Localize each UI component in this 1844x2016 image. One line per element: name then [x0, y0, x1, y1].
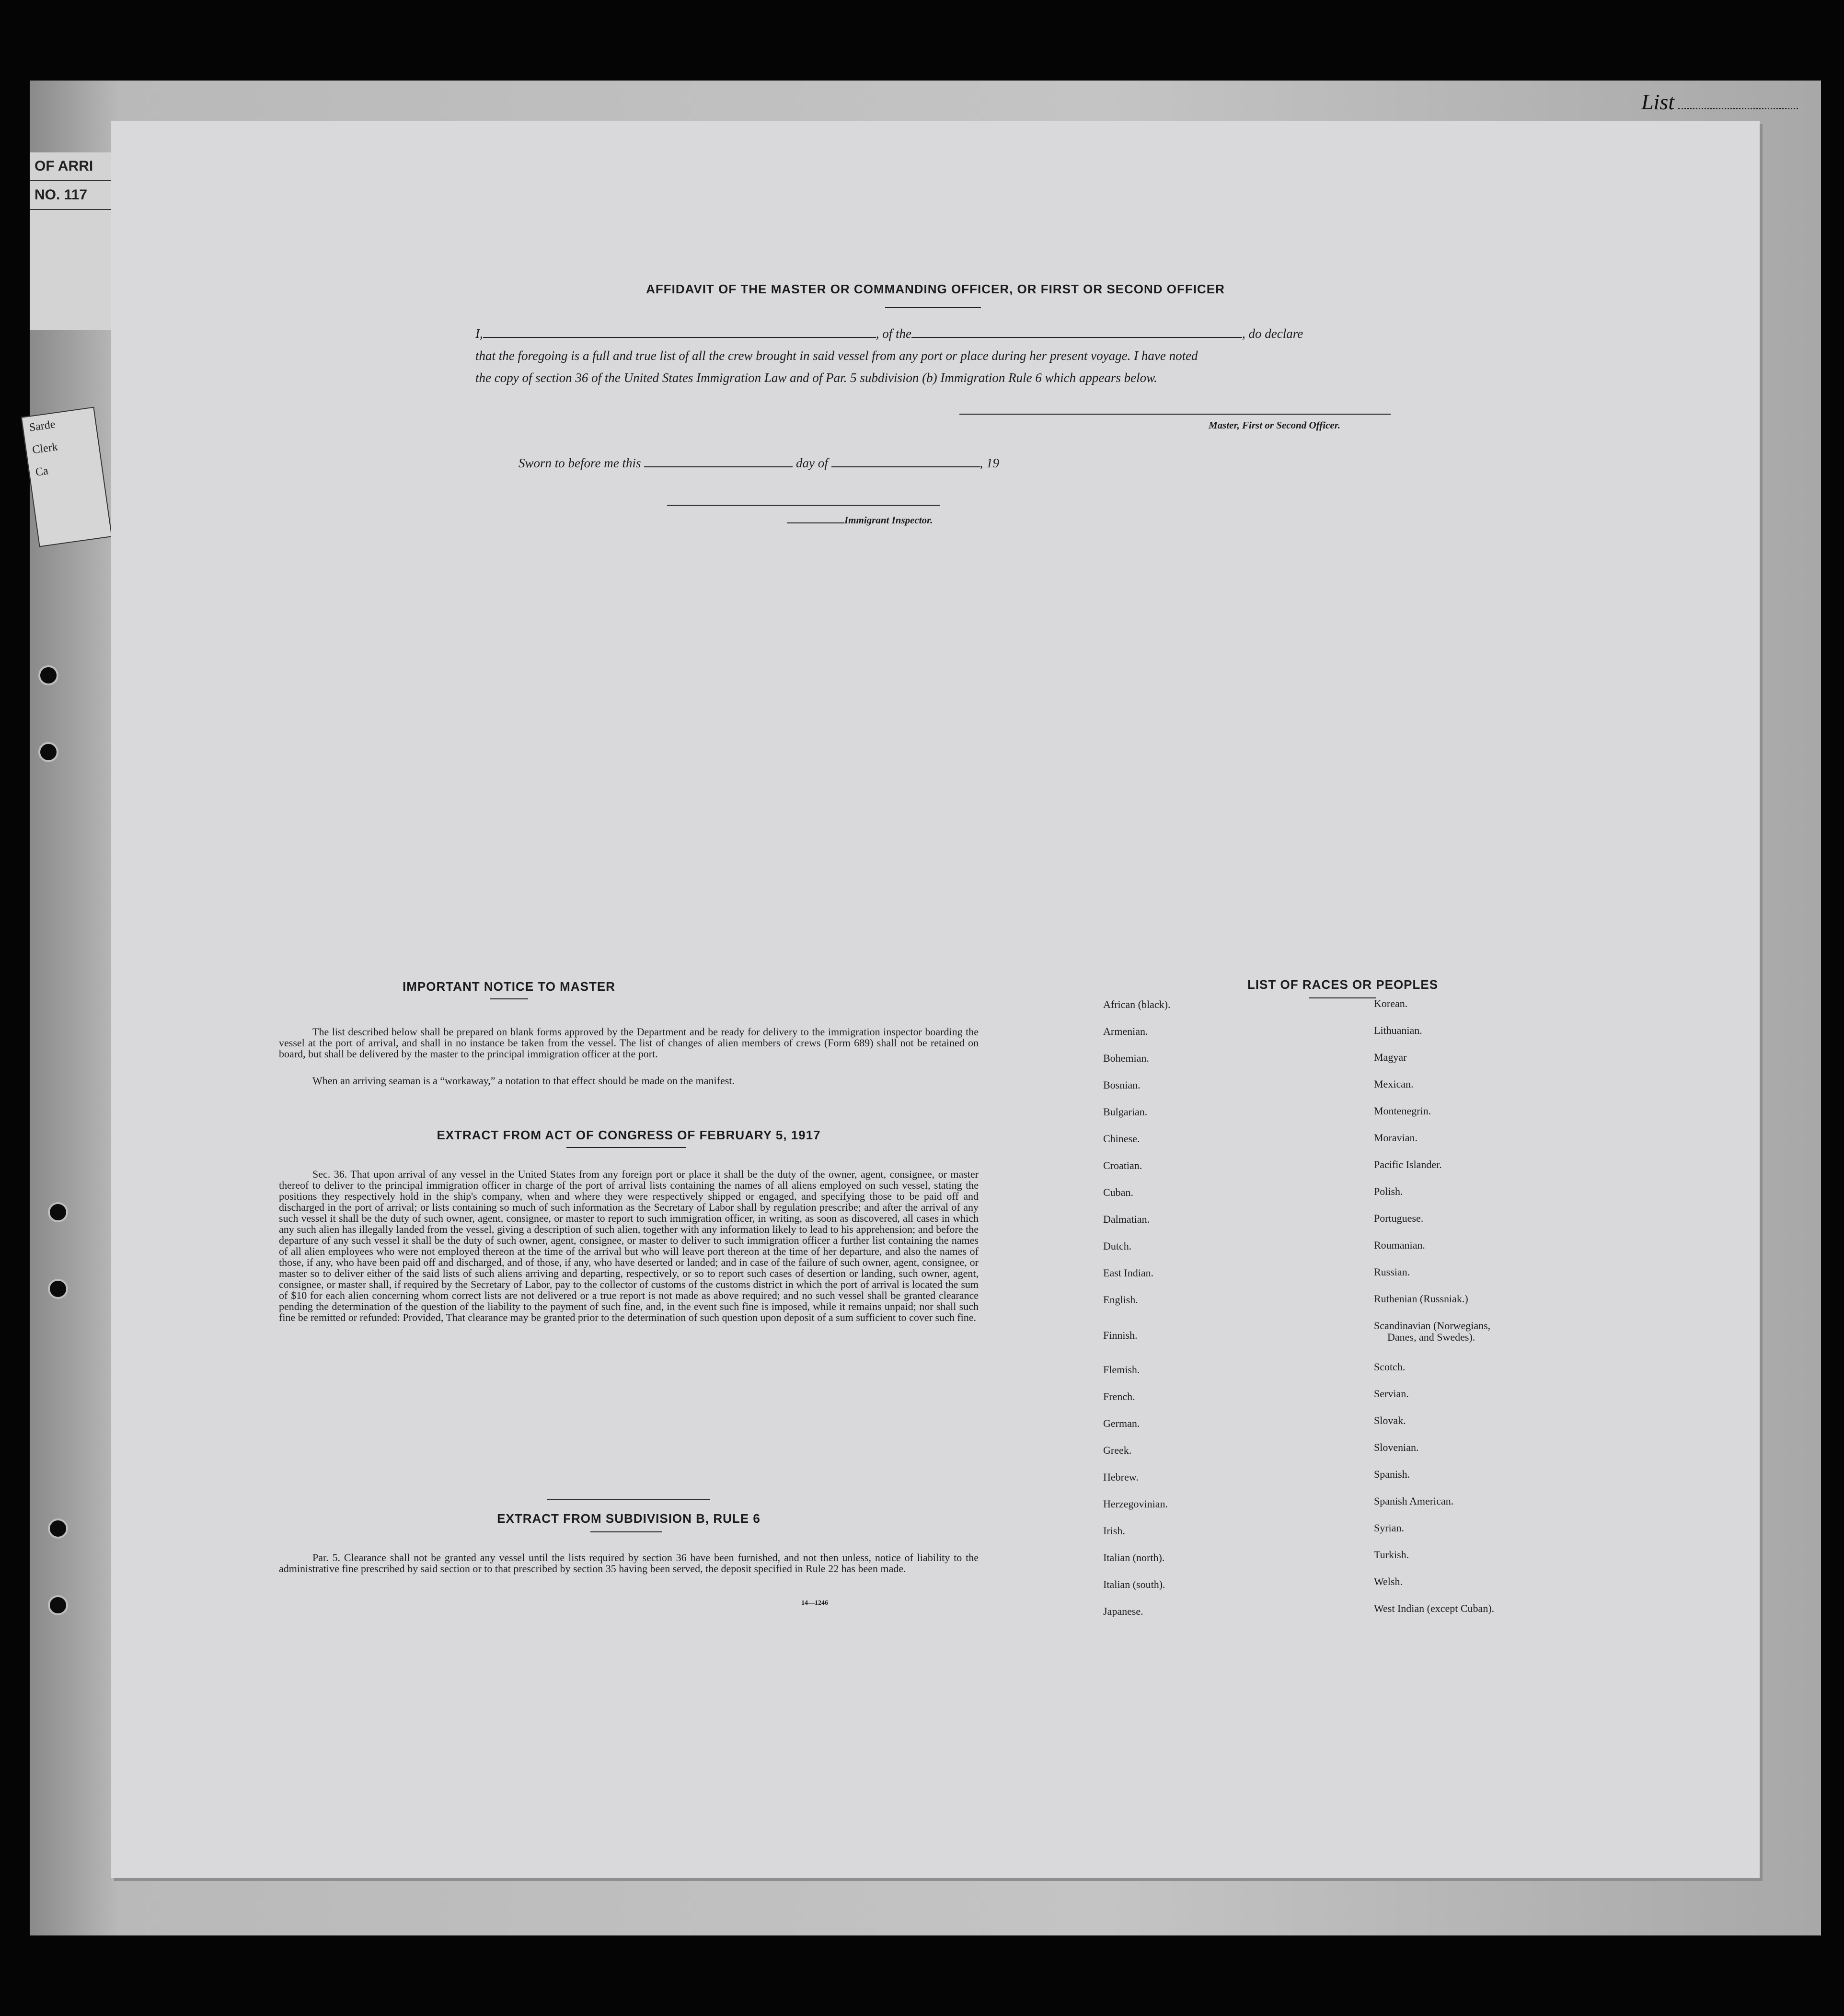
extract-act-text: Sec. 36. That upon arrival of any vessel in the United States from any foreign port or place it shall be the duty of the owner, agent, consignee, or master thereof to deliver to the principal immigration officer in charge of the port of arrival lists containing the names of all aliens employed on such vessel, stating the positions they respectively hold in the ship's company, when and where they were respectively shipped or engaged, and specifying those to be paid off and discharged in the port of arrival; or lists containing so much of such information as the Secretary of Labor shall by regulation prescribe; and after the arrival of any such vessel it shall be the duty of such owner, agent, consignee, or master to report to such immigration officer, in writing, as soon as discovered, all cases in which any such alien has illegally landed from the vessel, giving a description of such alien, together with any information likely to lead to his apprehension; and before the departure of any such vessel it shall be the duty of such owner, agent, consignee, or master to deliver to such immigration officer a further list containing the names of all alien employees who were not employed thereon at the time of the arrival but who will leave port thereon at the time of her departure, and also the names of those, if any, who have been paid off and discharged, and of those, if any, who have deserted or landed; and in case of the failure of such owner, agent, consignee, or master so to deliver either of the said lists of such aliens arriving and departing, respectively, or so to report such cases of desertion or landing, such owner, agent, consignee, or master shall, if required by the Secretary of Labor, pay to the collector of customs of the customs district in which the port of arrival is located the sum of $10 for each alien concerning whom correct lists are not delivered or a true report is not made as above required; and no such vessel shall be granted clearance pending the determination of the question of the liability to the payment of such fine, and, in the event such fine is imposed, while it remains unpaid; nor shall such fine be remitted or refunded: Provided, That clearance may be granted prior to the determination of such question upon deposit of a sum sufficient to cover such fine.	[279, 1168, 979, 1323]
race-item: Irish.	[1103, 1525, 1125, 1537]
sworn-day-blank[interactable]	[644, 454, 793, 467]
race-item: Greek.	[1103, 1444, 1132, 1456]
master-name-blank[interactable]	[483, 324, 876, 338]
race-item: Spanish.	[1374, 1468, 1410, 1480]
divider	[490, 998, 528, 999]
race-item: Danes, and Swedes).	[1387, 1331, 1475, 1343]
race-item: Cuban.	[1103, 1186, 1133, 1198]
race-item: Mexican.	[1374, 1078, 1414, 1090]
race-item: Turkish.	[1374, 1549, 1409, 1561]
vessel-name-blank[interactable]	[911, 324, 1242, 338]
notice-paragraph-1: The list described below shall be prepared on blank forms approved by the Department and be ready for delivery to the immigration inspector boarding the vessel at the port of arrival, and shall in no instance be taken from the vessel. The list of changes of alien members of crews (Form 689) shall not be retained on board, but shall be delivered by the master to the principal immigration officer at the port.	[279, 1026, 979, 1060]
master-signature-caption: Master, First or Second Officer.	[1209, 419, 1340, 431]
scan-frame	[30, 81, 1821, 1935]
race-item: Japanese.	[1103, 1605, 1143, 1617]
punch-hole-icon	[48, 1279, 68, 1299]
clerk-card-line-2: Clerk	[31, 440, 59, 457]
divider	[1309, 997, 1376, 998]
race-item: Servian.	[1374, 1388, 1409, 1400]
punch-hole-icon	[48, 1595, 68, 1615]
race-item: French.	[1103, 1390, 1135, 1402]
sworn-line: Sworn to before me this day of , 19	[519, 452, 1467, 474]
master-signature-line[interactable]	[959, 414, 1391, 415]
notice-title: IMPORTANT NOTICE TO MASTER	[403, 979, 615, 994]
race-item: Montenegrin.	[1374, 1105, 1431, 1117]
form-number: 14—1246	[801, 1599, 828, 1607]
race-item: Bosnian.	[1103, 1079, 1141, 1091]
divider	[590, 1531, 662, 1532]
divider	[566, 1147, 686, 1148]
stub-line-1: OF ARRI	[30, 152, 116, 181]
race-item: African (black).	[1103, 998, 1171, 1010]
race-item: Moravian.	[1374, 1132, 1418, 1144]
race-item: Italian (north).	[1103, 1552, 1165, 1564]
race-item: Scandinavian (Norwegians,	[1374, 1320, 1491, 1332]
race-item: Finnish.	[1103, 1329, 1138, 1341]
race-item: Bohemian.	[1103, 1052, 1149, 1064]
punch-hole-icon	[48, 1202, 68, 1222]
race-item: Korean.	[1374, 997, 1408, 1009]
race-item: Croatian.	[1103, 1159, 1142, 1171]
race-item: Flemish.	[1103, 1364, 1140, 1376]
punch-hole-icon	[38, 742, 58, 762]
clerk-card	[21, 407, 113, 547]
extract-rule-text: Par. 5. Clearance shall not be granted any vessel until the lists required by section 36 have been furnished, and not then unless, notice of liability to the administrative fine prescribed by said section or to that prescribed by section 35 having been served, the deposit specified in Rule 22 has been made.	[279, 1552, 979, 1575]
race-item: Slovenian.	[1374, 1441, 1419, 1453]
race-item: Bulgarian.	[1103, 1106, 1148, 1118]
stub-line-2: NO. 117	[30, 181, 116, 210]
extract-act-title: EXTRACT FROM ACT OF CONGRESS OF FEBRUARY 5, 1917	[437, 1128, 821, 1142]
race-item: Magyar	[1374, 1051, 1407, 1063]
race-item: Welsh.	[1374, 1576, 1403, 1587]
notice-paragraph-2: When an arriving seaman is a “workaway,” a notation to that effect should be made on the manifest.	[312, 1075, 735, 1087]
extract-rule-title: EXTRACT FROM SUBDIVISION B, RULE 6	[497, 1511, 761, 1526]
race-item: Syrian.	[1374, 1522, 1404, 1534]
affidavit-line-2: that the foregoing is a full and true list of all the crew brought in said vessel from any port or place during her present voyage. I have noted	[475, 348, 1198, 363]
race-item: Russian.	[1374, 1266, 1410, 1278]
race-item: Dalmatian.	[1103, 1213, 1150, 1225]
divider	[547, 1499, 710, 1500]
race-item: Pacific Islander.	[1374, 1159, 1442, 1170]
race-item: Chinese.	[1103, 1133, 1140, 1145]
race-item: Armenian.	[1103, 1025, 1148, 1037]
race-item: Spanish American.	[1374, 1495, 1454, 1507]
sworn-month-blank[interactable]	[831, 454, 980, 467]
punch-hole-icon	[38, 665, 58, 685]
back-page-stub	[30, 152, 117, 330]
affidavit-declaration-line: I, , of the , do declare	[475, 323, 1424, 345]
race-item: Ruthenian (Russniak.)	[1374, 1293, 1468, 1305]
race-item: German.	[1103, 1417, 1140, 1429]
race-item: West Indian (except Cuban).	[1374, 1602, 1495, 1614]
clerk-card-line-1: Sarde	[28, 418, 56, 434]
race-item: Dutch.	[1103, 1240, 1132, 1252]
affidavit-sheet	[111, 121, 1760, 1878]
race-item: Italian (south).	[1103, 1578, 1165, 1590]
race-item: East Indian.	[1103, 1267, 1154, 1279]
race-item: Portuguese.	[1374, 1212, 1424, 1224]
race-item: Roumanian.	[1374, 1239, 1425, 1251]
race-item: Polish.	[1374, 1185, 1403, 1197]
race-item: Herzegovinian.	[1103, 1498, 1168, 1510]
race-item: Slovak.	[1374, 1414, 1406, 1426]
affidavit-title: AFFIDAVIT OF THE MASTER OR COMMANDING OFFICER, OR FIRST OR SECOND OFFICER	[646, 282, 1225, 296]
divider	[885, 307, 981, 308]
race-item: English.	[1103, 1294, 1138, 1306]
list-label: List	[1641, 89, 1798, 115]
affidavit-line-3: the copy of section 36 of the United States Immigration Law and of Par. 5 subdivision (b) Immigration Rule 6 which appears below.	[475, 371, 1157, 385]
race-item: Scotch.	[1374, 1361, 1406, 1373]
races-title: LIST OF RACES OR PEOPLES	[1247, 977, 1439, 992]
punch-hole-icon	[48, 1518, 68, 1539]
inspector-caption: Immigrant Inspector.	[787, 514, 933, 526]
race-item: Hebrew.	[1103, 1471, 1139, 1483]
inspector-signature-line[interactable]	[667, 505, 940, 506]
race-item: Lithuanian.	[1374, 1024, 1422, 1036]
clerk-card-line-3: Ca	[35, 464, 49, 479]
